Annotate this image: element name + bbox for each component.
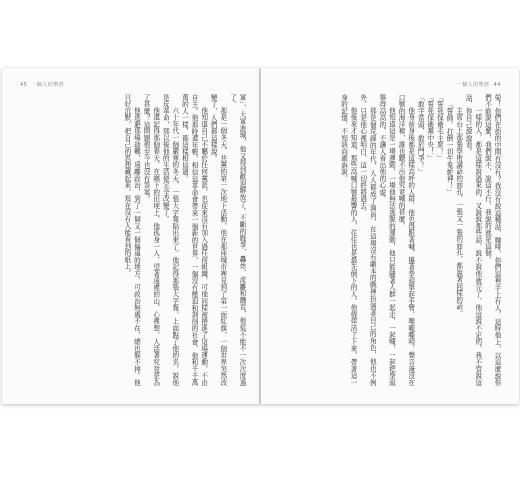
page-body-text xyxy=(16,94,246,386)
running-title: 一個人的聖經 xyxy=(31,82,65,88)
paragraph: 他逃避那場劫難，遠離政治，到了一個又一個偏遠的地方，可政治無處不在，總也躲不掉。他只好沉默，把自己的思想藏起來，寫在沒有人能看到的紙上。 xyxy=(122,94,141,386)
book-spread xyxy=(0,68,520,404)
paragraph: 他知道這是一場運動，一場他無法逃脫的運動，他只能隨著人群一起走，一起喊，一起把拳頭舉得高高的，不讓人看出他的心虛。 xyxy=(377,94,396,386)
paragraph: 榮！你們在街的中間有沒有？我沒有說這種話，咖啡，你們這裡手上有人，這時他上，以這麼說你們不能說這麼，我們說不，說這不行，我說的就是這個。 xyxy=(483,94,501,386)
paragraph: 他後來才知道，那些高喊口號最響的人，往往也是最先倒下的人。他僥倖活了下來，帶著這一身的記憶，不知該向誰訴說。 xyxy=(339,94,358,386)
left-page xyxy=(2,68,260,404)
left-page-header xyxy=(16,81,64,88)
page-body-text xyxy=(275,94,501,386)
paragraph: 六十年代一個嚴寒的冬天，一張大字報貼出來了。他記得那張大字報，上面點了他的名，說他是反革命，那以後他的生活便完全改變了。 xyxy=(161,94,179,386)
page-number: 44 xyxy=(493,82,501,88)
paragraph: 一樣的人，都是這樣說過來的，又說說那些話，說不說他就完了，他這說不定的，我不管說這話，你自己說說看。 xyxy=(464,94,482,386)
paragraph: 他知道自己不屬於任何黨派，也從來沒有加入過任何組織，可他同樣被捲進了這場運動，不由自主。他那時還年輕，相信這革命會帶來一個新的世界，一個沒有壓迫和剝削的社會，他和千千萬萬的人一樣，都這樣相信過。 xyxy=(180,94,208,386)
right-page-header xyxy=(457,81,505,88)
paragraph: 那是一個冬天，共黨的第一次地下活動，他在那座城市裡見到了第一面紅旗，一個世界突然改變了，人們都這樣說。 xyxy=(209,94,227,386)
page-number: 45 xyxy=(20,82,28,88)
slogan-line: 「誓師，打倒一切牛鬼蛇神！」 xyxy=(445,100,454,196)
paragraph: 軍」、大軍進城，他又得到歡迎解放了。不斷的戰爭，轟炸，流離和饑荒，他從不能不一次次度過了。 xyxy=(228,94,246,386)
paragraph: 主席台上那張學術講話的面孔，一張又一張的面孔，都說著同樣的話。 xyxy=(454,107,463,317)
slogan-line: 「敢字當頭，敢於鬥爭！」 xyxy=(416,94,425,175)
running-title: 一個人的聖經 xyxy=(456,82,490,88)
slogan-line: 「誓死保衛黨中央！」 xyxy=(425,94,434,162)
slogan-line: 「誓死保衛毛主席！」 xyxy=(435,94,444,162)
paragraph: 他還記得那個春天，在鄉下的田埂上，他孤身一人，望著遠處的山，心裡想，人活著究竟是為了甚麼？這問題他至今也沒有答案。 xyxy=(142,94,160,386)
paragraph: 那是個荒誕的年代，人人都成了演員，在這場沒有劇本的戲裡扮演著自己的角色，他也不例外，只是他心裡明白，這一切終將過去。 xyxy=(358,94,377,386)
paragraph: 他身前身後都是這樣高呼的人群，他也得跟著喊，攥著拳頭舉起手臂，喉嚨嘶啞，聲音淹沒在口號的海洋裡，誰也聽不出他究竟喊的甚麼。 xyxy=(397,94,415,386)
right-page xyxy=(261,68,519,404)
